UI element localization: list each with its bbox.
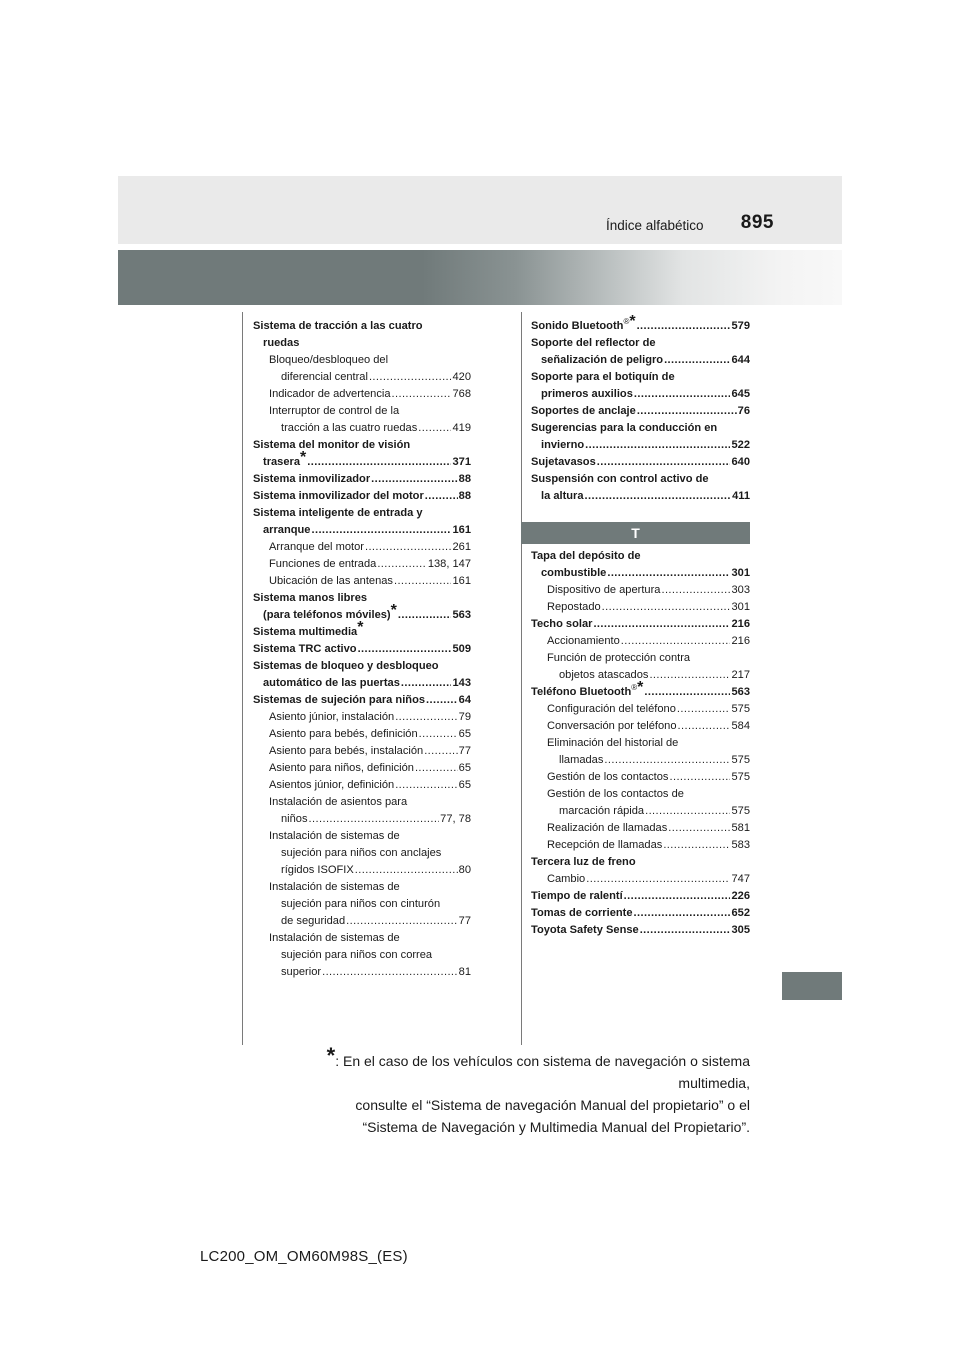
dot-leader <box>358 641 452 658</box>
entry-text: Funciones de entrada <box>269 558 377 570</box>
dot-leader <box>634 905 731 922</box>
page-reference: 76 <box>737 405 750 417</box>
dot-leader <box>415 760 458 777</box>
entry-text: Ubicación de las antenas <box>269 575 393 587</box>
dot-leader <box>677 701 731 718</box>
page-reference: 411 <box>732 490 750 502</box>
footnote-star: * <box>629 313 636 330</box>
dot-leader <box>624 888 731 905</box>
index-subentry <box>253 743 471 760</box>
page-reference: 216 <box>731 618 750 630</box>
entry-text: Gestión de los contactos <box>547 771 669 783</box>
entry-text: Tiempo de ralentí <box>531 890 623 902</box>
index-entry <box>253 471 471 488</box>
entry-text: Asiento para bebés, definición <box>269 728 418 740</box>
page-reference: 563 <box>731 686 750 698</box>
dot-leader <box>309 811 440 828</box>
entry-text: Techo solar <box>531 618 593 630</box>
page-reference: 77, 78 <box>440 813 471 825</box>
index-subentry <box>253 879 471 930</box>
index-subentry <box>253 760 471 777</box>
index-entry <box>253 505 471 539</box>
index-subentry <box>253 403 471 437</box>
dot-leader <box>593 616 730 633</box>
entry-text: Soporte para el botiquín de <box>531 371 675 383</box>
index-entry <box>531 369 750 403</box>
page-reference: 305 <box>731 924 750 936</box>
entry-text: diferencial central <box>281 371 368 383</box>
dot-leader <box>401 675 452 692</box>
entry-text: trasera* <box>263 449 307 468</box>
index-subentry <box>253 726 471 743</box>
dot-leader <box>661 582 730 599</box>
footnote-star: * <box>390 602 397 619</box>
dot-leader <box>668 820 730 837</box>
index-subentry <box>253 794 471 828</box>
entry-text: Indicador de advertencia <box>269 388 391 400</box>
page-reference: 161 <box>452 524 471 536</box>
page-reference: 584 <box>731 720 750 732</box>
dot-leader <box>637 403 737 420</box>
entry-text: tracción a las cuatro ruedas <box>281 422 418 434</box>
index-subentry <box>531 871 750 888</box>
entry-text: llamadas <box>559 754 604 766</box>
entry-text: Sistema del monitor de visión <box>253 439 411 451</box>
entry-text: arranque <box>263 524 311 536</box>
dot-leader <box>322 964 458 981</box>
dot-leader <box>307 454 451 471</box>
dot-leader <box>424 743 457 760</box>
dot-leader <box>597 454 731 471</box>
dot-leader <box>346 913 458 930</box>
footnote-line-3: “Sistema de Navegación y Multimedia Manual del Propietario”. <box>362 1119 750 1135</box>
entry-text: Sistema manos libres <box>253 592 368 604</box>
footnote-star: * <box>300 449 307 466</box>
dot-leader <box>311 522 451 539</box>
dot-leader <box>634 386 731 403</box>
entry-text: Tercera luz de freno <box>531 856 636 868</box>
page-reference: 579 <box>731 320 750 332</box>
index-subentry <box>531 820 750 837</box>
page-reference: 371 <box>452 456 471 468</box>
registered-mark: ® <box>623 317 630 326</box>
dot-leader <box>425 488 458 505</box>
index-subentry <box>531 582 750 599</box>
header-band <box>118 176 842 244</box>
entry-text: sujeción para niños con cinturón <box>281 898 441 910</box>
page-reference: 645 <box>731 388 750 400</box>
page-reference: 143 <box>452 677 471 689</box>
dot-leader <box>669 769 730 786</box>
index-subentry <box>253 828 471 879</box>
index-entry <box>531 854 750 871</box>
right-column-rule <box>521 312 522 1045</box>
dot-leader <box>649 667 730 684</box>
entry-text: Sistema de tracción a las cuatro <box>253 320 423 332</box>
index-subentry <box>253 556 471 573</box>
index-subentry <box>253 539 471 556</box>
page-reference: 640 <box>731 456 750 468</box>
page-reference: 747 <box>731 873 750 885</box>
dot-leader <box>585 488 732 505</box>
page-reference: 575 <box>731 771 750 783</box>
entry-text: la altura <box>541 490 584 502</box>
page-reference: 216 <box>731 635 750 647</box>
entry-text: Sonido Bluetooth®* <box>531 313 636 332</box>
index-entry <box>531 454 750 471</box>
dot-leader <box>426 692 458 709</box>
page-reference: 420 <box>452 371 471 383</box>
index-entry <box>253 641 471 658</box>
entry-text: automático de las puertas <box>263 677 400 689</box>
index-subentry <box>531 599 750 616</box>
dot-leader <box>377 556 426 573</box>
entry-text: Sistemas de bloqueo y desbloqueo <box>253 660 439 672</box>
index-entry <box>531 888 750 905</box>
dot-leader <box>394 573 452 590</box>
entry-text: (para teléfonos móviles)* <box>263 602 397 621</box>
page-reference: 301 <box>731 567 750 579</box>
page-reference: 563 <box>452 609 471 621</box>
footnote-star: * <box>637 679 644 696</box>
index-subentry <box>253 573 471 590</box>
index-subentry <box>531 633 750 650</box>
page-reference: 80 <box>458 864 471 876</box>
index-entry <box>253 437 471 471</box>
entry-text: Instalación de sistemas de <box>269 932 400 944</box>
index-entry <box>531 922 750 939</box>
document-code: LC200_OM_OM60M98S_(ES) <box>200 1248 408 1265</box>
page-reference: 64 <box>458 694 471 706</box>
dot-leader <box>398 607 452 624</box>
page-reference: 575 <box>731 703 750 715</box>
index-subentry <box>531 837 750 854</box>
dot-leader <box>419 726 458 743</box>
index-column-right-s <box>531 313 750 505</box>
page-reference: 419 <box>452 422 471 434</box>
dot-leader <box>663 837 730 854</box>
page-reference: 77 <box>458 915 471 927</box>
entry-text: Sujetavasos <box>531 456 596 468</box>
dot-leader <box>395 709 457 726</box>
index-subentry <box>253 386 471 403</box>
index-subentry <box>253 352 471 386</box>
entry-text: de seguridad <box>281 915 346 927</box>
entry-text: combustible <box>541 567 607 579</box>
entry-text: Instalación de asientos para <box>269 796 408 808</box>
index-entry <box>253 658 471 692</box>
dot-leader <box>418 420 451 437</box>
entry-text: Asiento para niños, definición <box>269 762 414 774</box>
entry-text: Asientos júnior, definición <box>269 779 395 791</box>
section-title: Índice alfabético <box>606 218 704 233</box>
index-entry <box>531 548 750 582</box>
entry-text: Bloqueo/desbloqueo del <box>269 354 389 366</box>
entry-text: Arranque del motor <box>269 541 364 553</box>
dot-leader <box>371 471 458 488</box>
dot-leader <box>678 718 731 735</box>
dot-leader <box>640 922 731 939</box>
entry-text: Toyota Safety Sense <box>531 924 639 936</box>
page-reference: 301 <box>731 601 750 613</box>
index-subentry <box>253 777 471 794</box>
entry-text: Cambio <box>547 873 586 885</box>
dot-leader <box>365 539 452 556</box>
page-reference: 581 <box>731 822 750 834</box>
page-reference: 81 <box>458 966 471 978</box>
entry-text: superior <box>281 966 322 978</box>
index-entry <box>531 616 750 633</box>
entry-text: Sistema inmovilizador <box>253 473 371 485</box>
entry-text: Sistema inteligente de entrada y <box>253 507 423 519</box>
index-subentry <box>253 930 471 981</box>
letter-heading: T <box>521 522 750 544</box>
entry-text: Conversación por teléfono <box>547 720 677 732</box>
entry-text: sujeción para niños con correa <box>281 949 433 961</box>
page-reference: 79 <box>458 711 471 723</box>
index-subentry <box>531 718 750 735</box>
dot-leader <box>604 752 730 769</box>
index-column-left <box>253 318 471 981</box>
page-reference: 509 <box>452 643 471 655</box>
dot-leader <box>355 862 458 879</box>
entry-text: Tapa del depósito de <box>531 550 641 562</box>
entry-text: sujeción para niños con anclajes <box>281 847 442 859</box>
page-reference: 575 <box>731 754 750 766</box>
index-entry <box>531 335 750 369</box>
entry-text: Tomas de corriente <box>531 907 633 919</box>
entry-text: Teléfono Bluetooth®* <box>531 679 644 698</box>
index-entry <box>531 679 750 701</box>
section-thumb-tab <box>782 972 842 1000</box>
dot-leader <box>585 437 730 454</box>
index-entry <box>531 403 750 420</box>
dot-leader <box>621 633 731 650</box>
entry-text: Asiento júnior, instalación <box>269 711 395 723</box>
index-subentry <box>253 709 471 726</box>
page-reference: 303 <box>731 584 750 596</box>
entry-text: Suspensión con control activo de <box>531 473 709 485</box>
entry-text: marcación rápida <box>559 805 645 817</box>
page-reference: 261 <box>452 541 471 553</box>
entry-text: Soportes de anclaje <box>531 405 636 417</box>
page-reference: 65 <box>458 779 471 791</box>
entry-text: Asiento para bebés, instalación <box>269 745 424 757</box>
entry-text: invierno <box>541 439 585 451</box>
entry-text: Eliminación del historial de <box>547 737 679 749</box>
page-reference: 77 <box>458 745 471 757</box>
footnote-line-1: : En el caso de los vehículos con sistema de navegación o sistema multimedia, <box>335 1053 750 1091</box>
entry-text: Interruptor de control de la <box>269 405 400 417</box>
entry-text: primeros auxilios <box>541 388 633 400</box>
entry-text: Sistemas de sujeción para niños <box>253 694 426 706</box>
index-entry <box>531 905 750 922</box>
index-subentry <box>531 735 750 769</box>
page-reference: 88 <box>458 473 471 485</box>
registered-mark: ® <box>631 683 638 692</box>
footnote-star: * <box>357 619 364 636</box>
page-reference: 88 <box>458 490 471 502</box>
index-subentry <box>531 769 750 786</box>
index-subentry <box>531 786 750 820</box>
page-reference: 138, 147 <box>427 558 471 570</box>
page-reference: 65 <box>458 728 471 740</box>
dot-leader <box>637 318 731 335</box>
page-reference: 522 <box>731 439 750 451</box>
index-entry <box>531 471 750 505</box>
page-reference: 652 <box>731 907 750 919</box>
index-entry <box>531 313 750 335</box>
entry-text: Sugerencias para la conducción en <box>531 422 718 434</box>
entry-text: Recepción de llamadas <box>547 839 663 851</box>
index-entry <box>253 619 471 641</box>
entry-text: Sistema TRC activo <box>253 643 357 655</box>
entry-text: objetos atascados <box>559 669 649 681</box>
entry-text: niños <box>281 813 308 825</box>
entry-text: Sistema multimedia* <box>253 619 364 638</box>
footnote-marker: * <box>326 1043 336 1068</box>
index-entry <box>531 420 750 454</box>
entry-text: ruedas <box>263 337 300 349</box>
index-entry <box>253 318 471 352</box>
footnote-line-2: consulte el “Sistema de navegación Manual del propietario” o el <box>355 1097 750 1113</box>
page-reference: 575 <box>731 805 750 817</box>
footnote <box>256 1043 750 1138</box>
entry-text: Realización de llamadas <box>547 822 668 834</box>
header-gradient-band <box>118 250 842 305</box>
entry-text: Repostado <box>547 601 601 613</box>
page-reference: 65 <box>458 762 471 774</box>
entry-text: Soporte del reflector de <box>531 337 656 349</box>
entry-text: rígidos ISOFIX <box>281 864 354 876</box>
entry-text: Instalación de sistemas de <box>269 830 400 842</box>
index-column-right-t <box>531 548 750 939</box>
page-reference: 583 <box>731 839 750 851</box>
page-reference: 226 <box>731 890 750 902</box>
entry-text: Configuración del teléfono <box>547 703 676 715</box>
entry-text: señalización de peligro <box>541 354 664 366</box>
index-subentry <box>531 701 750 718</box>
page-reference: 161 <box>452 575 471 587</box>
entry-text: Función de protección contra <box>547 652 691 664</box>
dot-leader <box>607 565 730 582</box>
entry-text: Dispositivo de apertura <box>547 584 661 596</box>
entry-text: Accionamiento <box>547 635 620 647</box>
dot-leader <box>586 871 730 888</box>
dot-leader <box>644 684 730 701</box>
dot-leader <box>369 369 452 386</box>
entry-text: Instalación de sistemas de <box>269 881 400 893</box>
page-number: 895 <box>740 212 774 233</box>
dot-leader <box>602 599 731 616</box>
page-reference: 768 <box>452 388 471 400</box>
page-reference: 217 <box>731 669 750 681</box>
left-column-rule <box>242 312 243 1045</box>
dot-leader <box>645 803 730 820</box>
dot-leader <box>664 352 730 369</box>
entry-text: Sistema inmovilizador del motor <box>253 490 424 502</box>
page-reference: 644 <box>731 354 750 366</box>
index-entry <box>253 692 471 709</box>
index-entry <box>253 488 471 505</box>
dot-leader <box>392 386 452 403</box>
entry-text: Gestión de los contactos de <box>547 788 684 800</box>
dot-leader <box>395 777 457 794</box>
